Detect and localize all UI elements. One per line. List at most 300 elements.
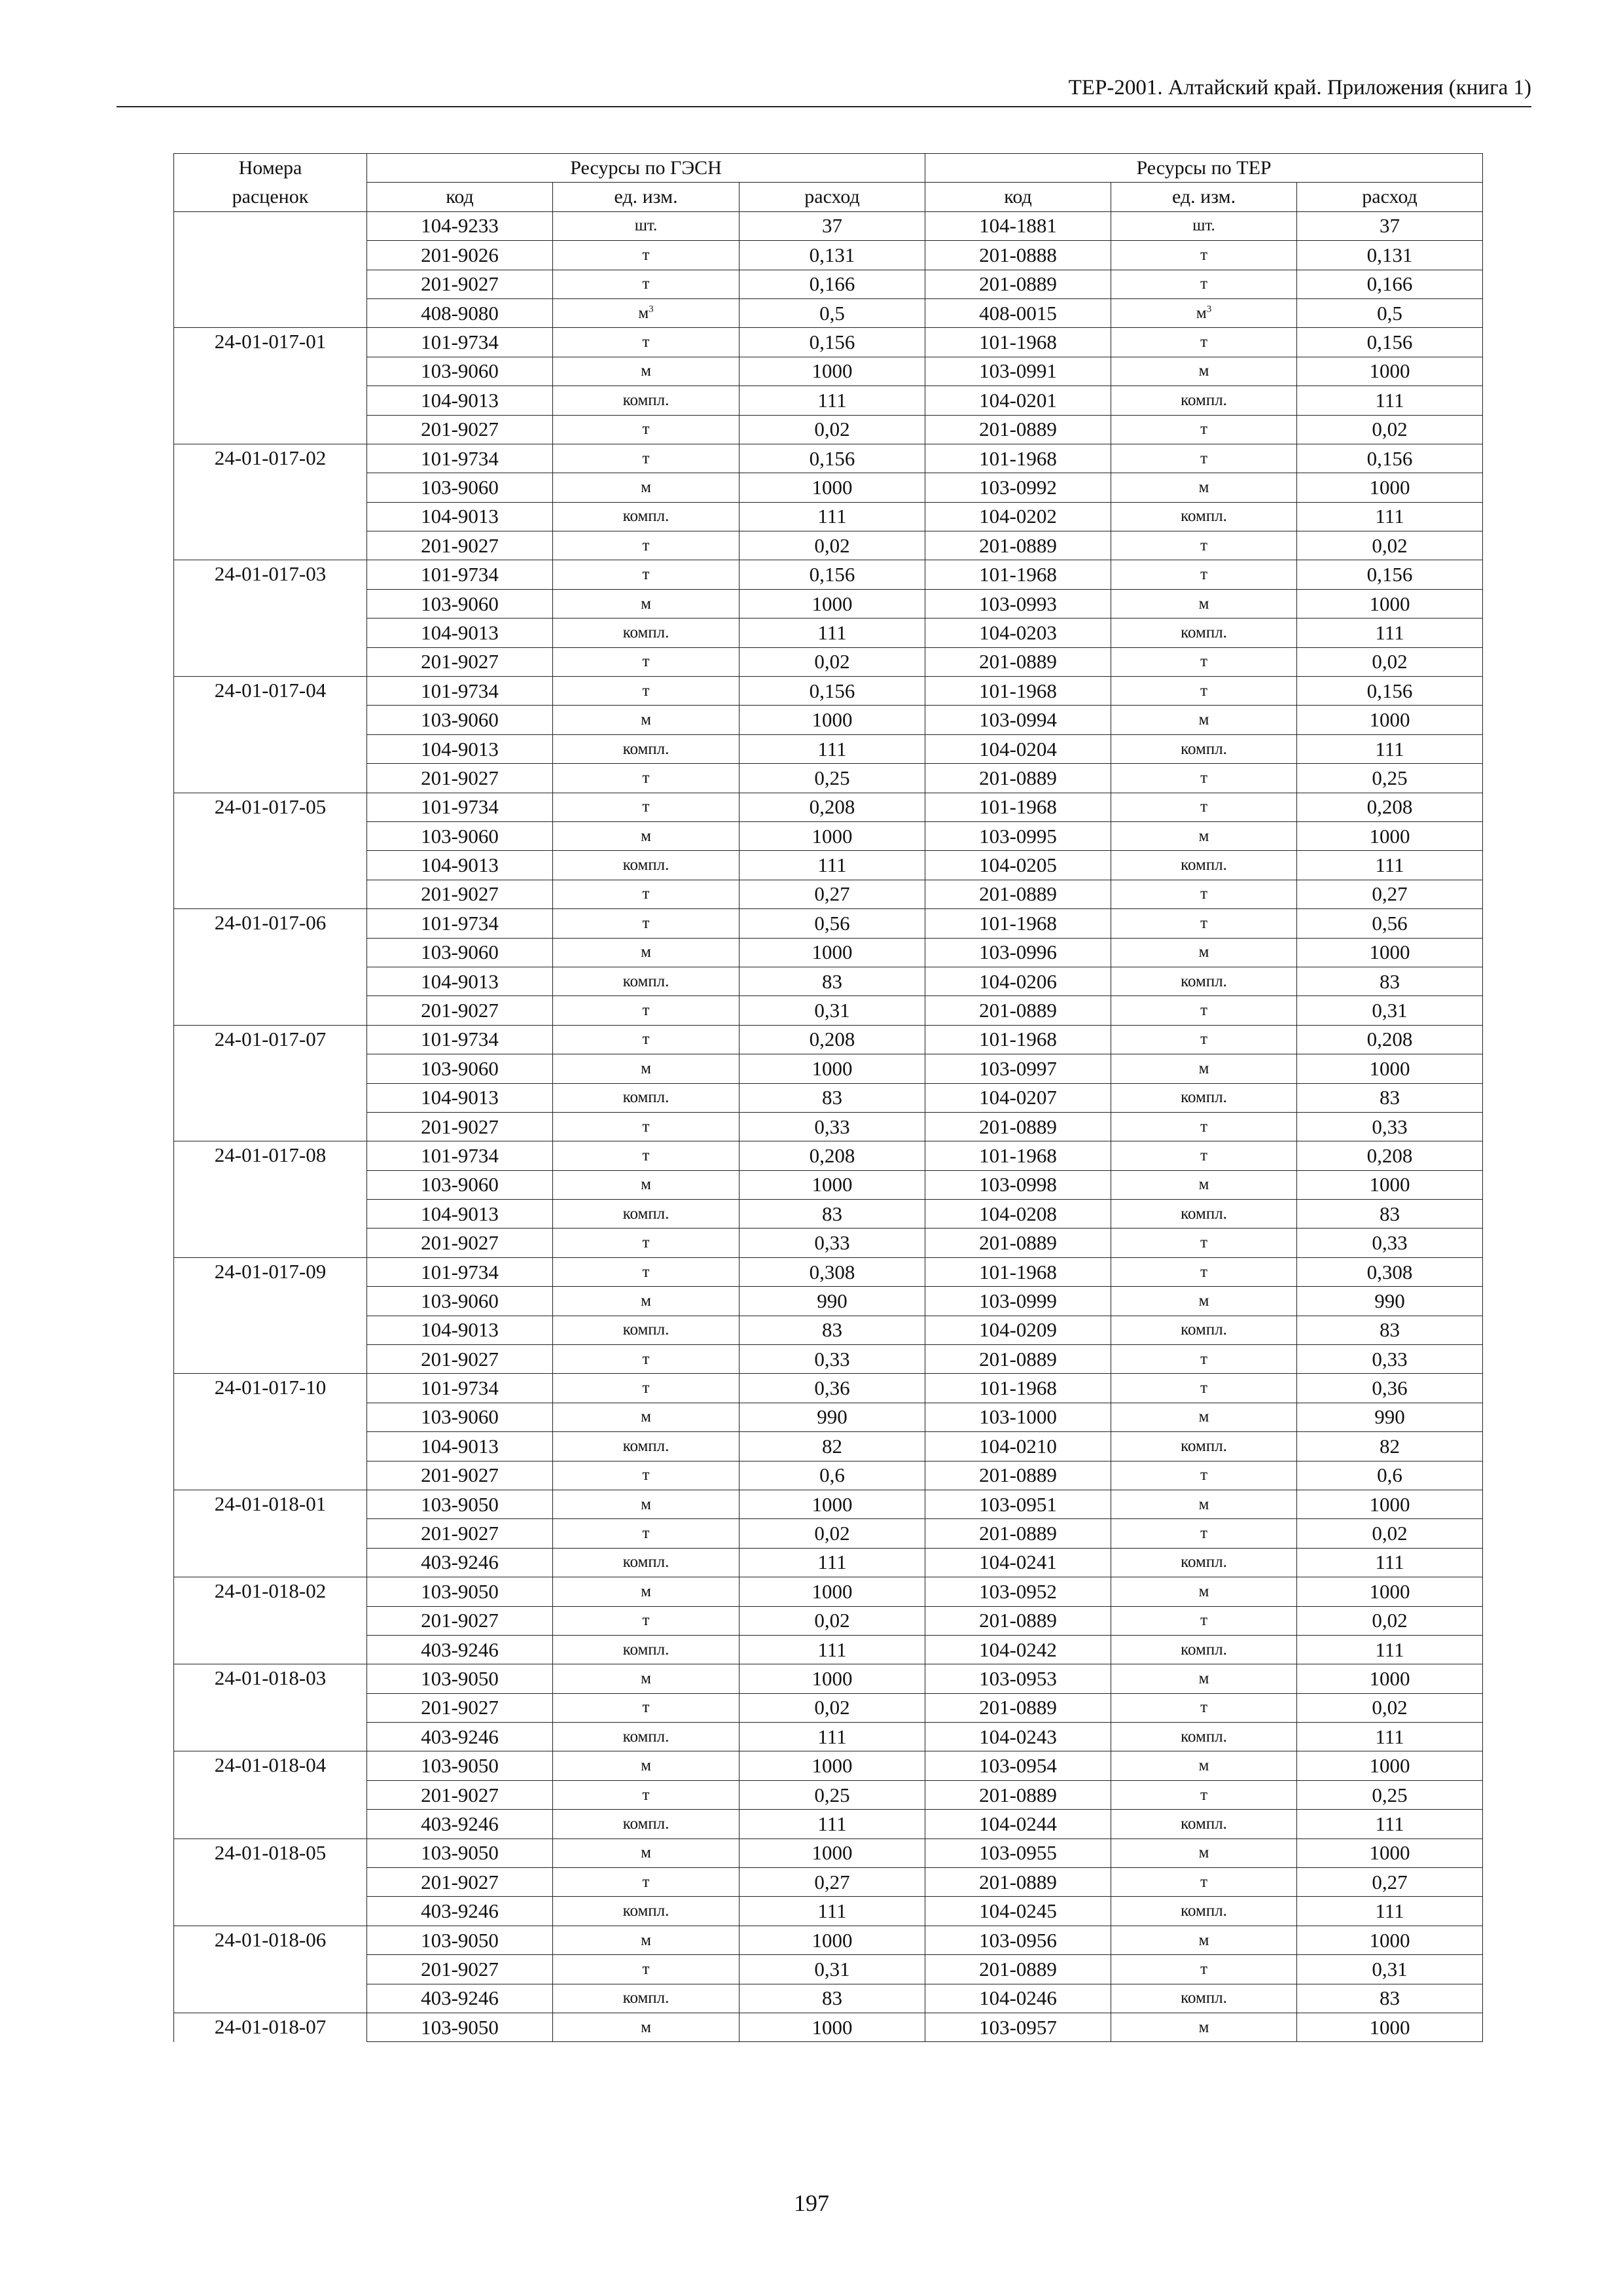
cell-ter-unit: м [1111, 1403, 1297, 1431]
rate-number-cell-empty [174, 502, 367, 531]
cell-ter-unit: компл. [1111, 967, 1297, 996]
rate-number-cell-empty [174, 1287, 367, 1316]
rate-number-cell-empty [174, 1606, 367, 1635]
cell-ter-unit: м [1111, 1170, 1297, 1199]
rate-number-cell: 24-01-018-05 [174, 1839, 367, 1867]
cell-gesn-amount: 0,156 [740, 560, 925, 589]
cell-gesn-unit: м [553, 1926, 740, 1954]
cell-gesn-amount: 111 [740, 1810, 925, 1839]
cell-gesn-code: 201-9027 [367, 1112, 553, 1141]
cell-ter-code: 104-0208 [925, 1200, 1111, 1229]
table-row [174, 880, 1483, 908]
cell-ter-amount: 990 [1297, 1287, 1483, 1316]
cell-gesn-code: 104-9013 [367, 1432, 553, 1461]
table-row [174, 938, 1483, 967]
rate-number-cell-empty [174, 734, 367, 763]
cell-ter-unit: м [1111, 1664, 1297, 1693]
cell-ter-unit: шт. [1111, 211, 1297, 240]
cell-ter-amount: 0,6 [1297, 1461, 1483, 1490]
cell-gesn-amount: 0,6 [740, 1461, 925, 1490]
cell-ter-code: 104-0241 [925, 1548, 1111, 1577]
cell-ter-code: 103-0956 [925, 1926, 1111, 1954]
table-row [174, 1839, 1483, 1867]
cell-ter-amount: 0,02 [1297, 1693, 1483, 1722]
cell-ter-code: 103-0997 [925, 1054, 1111, 1083]
cell-gesn-unit: т [553, 1112, 740, 1141]
cell-gesn-amount: 1000 [740, 589, 925, 618]
cell-ter-code: 104-0246 [925, 1984, 1111, 2013]
rate-number-cell-empty [174, 996, 367, 1025]
cell-ter-amount: 0,25 [1297, 1780, 1483, 1809]
cell-gesn-code: 403-9246 [367, 1984, 553, 2013]
cell-gesn-amount: 111 [740, 1897, 925, 1926]
cell-ter-amount: 111 [1297, 1548, 1483, 1577]
cell-gesn-unit: т [553, 1374, 740, 1403]
cell-gesn-code: 101-9734 [367, 1141, 553, 1170]
rate-number-cell: 24-01-017-07 [174, 1025, 367, 1054]
cell-gesn-amount: 1000 [740, 1577, 925, 1606]
rate-number-cell-empty [174, 1316, 367, 1344]
cell-ter-unit: $м^3$ [1111, 298, 1297, 327]
cell-gesn-amount: 0,33 [740, 1112, 925, 1141]
cell-ter-code: 104-0245 [925, 1897, 1111, 1926]
cell-ter-amount: 111 [1297, 502, 1483, 531]
cell-gesn-unit: т [553, 531, 740, 560]
cell-gesn-amount: 0,131 [740, 241, 925, 270]
cell-gesn-code: 104-9013 [367, 1083, 553, 1112]
cell-gesn-unit: компл. [553, 1548, 740, 1577]
cell-ter-amount: 0,5 [1297, 298, 1483, 327]
cell-ter-unit: т [1111, 415, 1297, 444]
table-row [174, 1810, 1483, 1839]
cell-ter-unit: т [1111, 1955, 1297, 1984]
cell-gesn-code: 101-9734 [367, 677, 553, 706]
cell-gesn-unit: т [553, 1345, 740, 1374]
cell-gesn-code: 101-9734 [367, 560, 553, 589]
cell-ter-amount: 0,27 [1297, 1868, 1483, 1897]
cell-ter-unit: м [1111, 1054, 1297, 1083]
table-row [174, 1112, 1483, 1141]
cell-gesn-amount: 1000 [740, 1490, 925, 1518]
cell-gesn-amount: 0,156 [740, 677, 925, 706]
cell-gesn-unit: т [553, 415, 740, 444]
cell-gesn-amount: 0,156 [740, 444, 925, 473]
rate-number-cell-empty [174, 1170, 367, 1199]
cell-ter-amount: 111 [1297, 1897, 1483, 1926]
cell-ter-unit: м [1111, 589, 1297, 618]
cell-ter-amount: 111 [1297, 1635, 1483, 1664]
cell-gesn-unit: м [553, 1403, 740, 1431]
cell-gesn-code: 103-9050 [367, 2013, 553, 2042]
cell-gesn-code: 104-9013 [367, 386, 553, 415]
cell-gesn-unit: т [553, 764, 740, 793]
cell-gesn-code: 104-9233 [367, 211, 553, 240]
cell-ter-unit: м [1111, 357, 1297, 386]
cell-ter-amount: 0,156 [1297, 677, 1483, 706]
cell-ter-code: 201-0889 [925, 1345, 1111, 1374]
cell-ter-unit: т [1111, 1374, 1297, 1403]
cell-ter-unit: компл. [1111, 1548, 1297, 1577]
table-row [174, 1257, 1483, 1286]
cell-ter-amount: 0,156 [1297, 328, 1483, 357]
cell-ter-unit: т [1111, 1693, 1297, 1722]
cell-ter-amount: 0,02 [1297, 1606, 1483, 1635]
cell-gesn-code: 103-9060 [367, 706, 553, 734]
cell-gesn-unit: м [553, 1170, 740, 1199]
cell-gesn-amount: 0,56 [740, 909, 925, 938]
cell-ter-code: 201-0889 [925, 996, 1111, 1025]
cell-ter-amount: 1000 [1297, 1751, 1483, 1780]
cell-gesn-code: 201-9027 [367, 1955, 553, 1984]
cell-gesn-code: 201-9027 [367, 1780, 553, 1809]
cell-ter-code: 103-0991 [925, 357, 1111, 386]
cell-gesn-unit: т [553, 1693, 740, 1722]
cell-ter-code: 104-0201 [925, 386, 1111, 415]
col-header-ter-amount: расход [1297, 183, 1483, 211]
cell-ter-unit: т [1111, 560, 1297, 589]
cell-gesn-code: 103-9050 [367, 1926, 553, 1954]
cell-ter-unit: м [1111, 821, 1297, 850]
cell-gesn-code: 103-9060 [367, 821, 553, 850]
cell-ter-amount: 83 [1297, 1200, 1483, 1229]
cell-gesn-code: 103-9050 [367, 1490, 553, 1518]
rate-number-cell-empty [174, 1083, 367, 1112]
rate-number-cell-empty [174, 357, 367, 386]
cell-ter-unit: т [1111, 1345, 1297, 1374]
cell-gesn-unit: т [553, 1257, 740, 1286]
col-header-gesn-amount: расход [740, 183, 925, 211]
cell-gesn-amount: 1000 [740, 1664, 925, 1693]
table-row [174, 1897, 1483, 1926]
cell-gesn-unit: компл. [553, 1316, 740, 1344]
cell-ter-code: 103-0994 [925, 706, 1111, 734]
cell-gesn-code: 201-9027 [367, 1461, 553, 1490]
cell-gesn-code: 403-9246 [367, 1635, 553, 1664]
cell-gesn-amount: 1000 [740, 1839, 925, 1867]
table-row [174, 1287, 1483, 1316]
cell-ter-amount: 0,02 [1297, 1519, 1483, 1548]
cell-ter-code: 101-1968 [925, 909, 1111, 938]
table-row [174, 531, 1483, 560]
cell-gesn-code: 101-9734 [367, 1025, 553, 1054]
table-row [174, 589, 1483, 618]
cell-ter-code: 201-0889 [925, 531, 1111, 560]
cell-gesn-amount: 0,31 [740, 1955, 925, 1984]
cell-ter-code: 101-1968 [925, 1025, 1111, 1054]
cell-gesn-unit: м [553, 2013, 740, 2042]
rate-number-cell-empty [174, 1955, 367, 1984]
rate-number-cell: 24-01-017-04 [174, 677, 367, 706]
cell-gesn-unit: т [553, 1461, 740, 1490]
cell-gesn-code: 403-9246 [367, 1810, 553, 1839]
cell-gesn-code: 103-9050 [367, 1664, 553, 1693]
cell-ter-code: 201-0889 [925, 647, 1111, 676]
rate-number-cell: 24-01-017-10 [174, 1374, 367, 1403]
cell-gesn-code: 403-9246 [367, 1548, 553, 1577]
cell-gesn-code: 201-9027 [367, 764, 553, 793]
group-header-gesn: Ресурсы по ГЭСН [367, 154, 925, 183]
rate-number-cell-empty [174, 1723, 367, 1751]
cell-ter-code: 101-1968 [925, 444, 1111, 473]
cell-gesn-amount: 0,02 [740, 1519, 925, 1548]
cell-ter-unit: компл. [1111, 734, 1297, 763]
table-row [174, 821, 1483, 850]
table-row [174, 1170, 1483, 1199]
rate-number-cell-empty [174, 589, 367, 618]
cell-ter-code: 103-0953 [925, 1664, 1111, 1693]
cell-gesn-unit: компл. [553, 967, 740, 996]
cell-gesn-amount: 0,308 [740, 1257, 925, 1286]
cell-gesn-code: 104-9013 [367, 967, 553, 996]
rate-number-cell: 24-01-018-03 [174, 1664, 367, 1693]
rate-number-cell-empty [174, 1548, 367, 1577]
cell-ter-unit: т [1111, 1141, 1297, 1170]
cell-gesn-amount: 1000 [740, 1054, 925, 1083]
cell-gesn-code: 201-9027 [367, 1519, 553, 1548]
cell-ter-code: 201-0889 [925, 1606, 1111, 1635]
cell-ter-amount: 990 [1297, 1403, 1483, 1431]
cell-gesn-amount: 0,27 [740, 880, 925, 908]
table-row [174, 909, 1483, 938]
table-row [174, 270, 1483, 298]
rate-number-cell-empty [174, 1635, 367, 1664]
cell-ter-code: 103-0954 [925, 1751, 1111, 1780]
cell-gesn-code: 103-9060 [367, 589, 553, 618]
rate-number-cell-empty [174, 386, 367, 415]
cell-gesn-code: 101-9734 [367, 909, 553, 938]
cell-gesn-amount: 1000 [740, 821, 925, 850]
cell-ter-code: 201-0889 [925, 1868, 1111, 1897]
cell-ter-unit: т [1111, 1257, 1297, 1286]
cell-ter-unit: т [1111, 793, 1297, 821]
cell-ter-code: 201-0888 [925, 241, 1111, 270]
cell-ter-amount: 0,02 [1297, 647, 1483, 676]
cell-ter-unit: т [1111, 1519, 1297, 1548]
cell-ter-code: 103-0993 [925, 589, 1111, 618]
rate-number-cell: 24-01-017-02 [174, 444, 367, 473]
cell-ter-code: 101-1968 [925, 677, 1111, 706]
cell-ter-unit: компл. [1111, 851, 1297, 880]
table-row [174, 1635, 1483, 1664]
cell-ter-unit: компл. [1111, 1200, 1297, 1229]
cell-ter-code: 103-0957 [925, 2013, 1111, 2042]
cell-gesn-code: 408-9080 [367, 298, 553, 327]
cell-gesn-unit: т [553, 793, 740, 821]
cell-ter-code: 103-0951 [925, 1490, 1111, 1518]
cell-ter-amount: 111 [1297, 734, 1483, 763]
cell-gesn-unit: м [553, 1577, 740, 1606]
rate-number-cell: 24-01-017-06 [174, 909, 367, 938]
rate-number-cell-empty [174, 1868, 367, 1897]
cell-ter-code: 201-0889 [925, 1519, 1111, 1548]
cell-gesn-code: 103-9060 [367, 473, 553, 502]
cell-ter-amount: 83 [1297, 1083, 1483, 1112]
table-row [174, 677, 1483, 706]
cell-ter-amount: 1000 [1297, 821, 1483, 850]
cell-ter-unit: т [1111, 996, 1297, 1025]
cell-ter-code: 104-0203 [925, 619, 1111, 647]
cell-ter-code: 201-0889 [925, 1693, 1111, 1722]
rate-number-cell: 24-01-017-03 [174, 560, 367, 589]
cell-ter-unit: т [1111, 241, 1297, 270]
cell-gesn-code: 103-9060 [367, 1403, 553, 1431]
table-row [174, 1461, 1483, 1490]
cell-gesn-unit: м [553, 1664, 740, 1693]
rate-number-cell-empty [174, 1897, 367, 1926]
table-row [174, 386, 1483, 415]
cell-ter-amount: 0,36 [1297, 1374, 1483, 1403]
rate-number-cell-empty [174, 531, 367, 560]
cell-ter-amount: 82 [1297, 1432, 1483, 1461]
cell-ter-unit: т [1111, 1461, 1297, 1490]
table-row [174, 1723, 1483, 1751]
cell-ter-amount: 1000 [1297, 589, 1483, 618]
rate-number-cell-empty [174, 764, 367, 793]
cell-gesn-unit: м [553, 589, 740, 618]
cell-ter-unit: т [1111, 1229, 1297, 1257]
rate-number-cell-empty [174, 880, 367, 908]
cell-gesn-code: 201-9027 [367, 647, 553, 676]
rate-number-cell-empty [174, 415, 367, 444]
cell-ter-amount: 0,156 [1297, 560, 1483, 589]
table-row [174, 298, 1483, 327]
cell-gesn-unit: т [553, 1025, 740, 1054]
cell-ter-unit: компл. [1111, 1635, 1297, 1664]
cell-ter-amount: 83 [1297, 1984, 1483, 2013]
cell-ter-amount: 1000 [1297, 1577, 1483, 1606]
cell-ter-unit: т [1111, 764, 1297, 793]
cell-ter-code: 101-1968 [925, 1141, 1111, 1170]
cell-gesn-amount: 0,36 [740, 1374, 925, 1403]
table-row [174, 444, 1483, 473]
rate-number-cell-empty [174, 473, 367, 502]
cell-gesn-code: 101-9734 [367, 1257, 553, 1286]
rate-number-cell: 24-01-017-09 [174, 1257, 367, 1286]
cell-gesn-code: 201-9027 [367, 1868, 553, 1897]
cell-gesn-unit: компл. [553, 619, 740, 647]
table-row [174, 1054, 1483, 1083]
cell-gesn-code: 103-9060 [367, 1287, 553, 1316]
cell-gesn-amount: 82 [740, 1432, 925, 1461]
cell-gesn-code: 201-9027 [367, 1229, 553, 1257]
cell-gesn-unit: т [553, 328, 740, 357]
cell-gesn-code: 103-9060 [367, 1054, 553, 1083]
cell-ter-code: 103-0999 [925, 1287, 1111, 1316]
rate-number-cell-empty [174, 1200, 367, 1229]
cell-ter-code: 101-1968 [925, 560, 1111, 589]
cell-gesn-unit: компл. [553, 1432, 740, 1461]
cell-ter-unit: т [1111, 270, 1297, 298]
cell-ter-amount: 1000 [1297, 2013, 1483, 2042]
cell-ter-unit: т [1111, 1025, 1297, 1054]
cell-ter-unit: компл. [1111, 1316, 1297, 1344]
rate-number-cell: 24-01-017-08 [174, 1141, 367, 1170]
cell-ter-code: 201-0889 [925, 880, 1111, 908]
cell-gesn-unit: компл. [553, 1200, 740, 1229]
cell-ter-code: 201-0889 [925, 1229, 1111, 1257]
col-header-ter-code: код [925, 183, 1111, 211]
cell-ter-amount: 1000 [1297, 938, 1483, 967]
cell-gesn-unit: м [553, 1490, 740, 1518]
cell-ter-unit: т [1111, 1780, 1297, 1809]
cell-ter-amount: 111 [1297, 851, 1483, 880]
cell-ter-code: 104-0205 [925, 851, 1111, 880]
table-row [174, 1141, 1483, 1170]
cell-gesn-unit: компл. [553, 502, 740, 531]
cell-gesn-code: 403-9246 [367, 1723, 553, 1751]
cell-ter-code: 104-1881 [925, 211, 1111, 240]
table-row [174, 502, 1483, 531]
cell-ter-unit: т [1111, 1606, 1297, 1635]
rate-number-cell-empty [174, 298, 367, 327]
cell-gesn-unit: м [553, 357, 740, 386]
cell-gesn-amount: 990 [740, 1287, 925, 1316]
table-row [174, 1577, 1483, 1606]
cell-gesn-amount: 0,02 [740, 1606, 925, 1635]
cell-gesn-unit: м [553, 1287, 740, 1316]
table-row [174, 1200, 1483, 1229]
table-head [174, 154, 1483, 212]
table-row [174, 1868, 1483, 1897]
cell-ter-unit: т [1111, 444, 1297, 473]
cell-gesn-amount: 0,5 [740, 298, 925, 327]
cell-ter-code: 201-0889 [925, 1780, 1111, 1809]
cell-ter-amount: 111 [1297, 619, 1483, 647]
cell-gesn-amount: 1000 [740, 706, 925, 734]
cell-gesn-code: 201-9027 [367, 1345, 553, 1374]
rate-number-cell-empty [174, 1780, 367, 1809]
cell-ter-unit: м [1111, 1287, 1297, 1316]
col-header-ter-unit: ед. изм. [1111, 183, 1297, 211]
rate-number-cell-empty [174, 1519, 367, 1548]
rate-number-cell-empty [174, 241, 367, 270]
cell-gesn-unit: т [553, 1229, 740, 1257]
cell-ter-unit: компл. [1111, 1723, 1297, 1751]
cell-ter-code: 104-0243 [925, 1723, 1111, 1751]
cell-ter-unit: т [1111, 880, 1297, 908]
cell-gesn-amount: 111 [740, 619, 925, 647]
cell-ter-amount: 0,02 [1297, 531, 1483, 560]
cell-ter-unit: компл. [1111, 1432, 1297, 1461]
cell-ter-code: 101-1968 [925, 1257, 1111, 1286]
rate-number-cell: 24-01-018-02 [174, 1577, 367, 1606]
cell-gesn-unit: м [553, 706, 740, 734]
rate-number-cell-empty [174, 706, 367, 734]
cell-ter-amount: 0,208 [1297, 1025, 1483, 1054]
cell-gesn-unit: компл. [553, 851, 740, 880]
table-row [174, 619, 1483, 647]
cell-gesn-amount: 83 [740, 1316, 925, 1344]
cell-ter-amount: 37 [1297, 211, 1483, 240]
cell-ter-unit: м [1111, 1839, 1297, 1867]
table-row [174, 1229, 1483, 1257]
cell-ter-unit: компл. [1111, 502, 1297, 531]
table-row [174, 357, 1483, 386]
cell-ter-unit: т [1111, 1868, 1297, 1897]
cell-ter-amount: 111 [1297, 386, 1483, 415]
table-row [174, 851, 1483, 880]
cell-gesn-amount: 0,208 [740, 1025, 925, 1054]
cell-gesn-unit: т [553, 444, 740, 473]
cell-gesn-amount: 111 [740, 1548, 925, 1577]
cell-gesn-amount: 990 [740, 1403, 925, 1431]
cell-ter-code: 103-0995 [925, 821, 1111, 850]
cell-ter-unit: т [1111, 677, 1297, 706]
table-row [174, 1025, 1483, 1054]
table-row [174, 1548, 1483, 1577]
rate-number-cell-empty [174, 1403, 367, 1431]
cell-gesn-unit: т [553, 880, 740, 908]
